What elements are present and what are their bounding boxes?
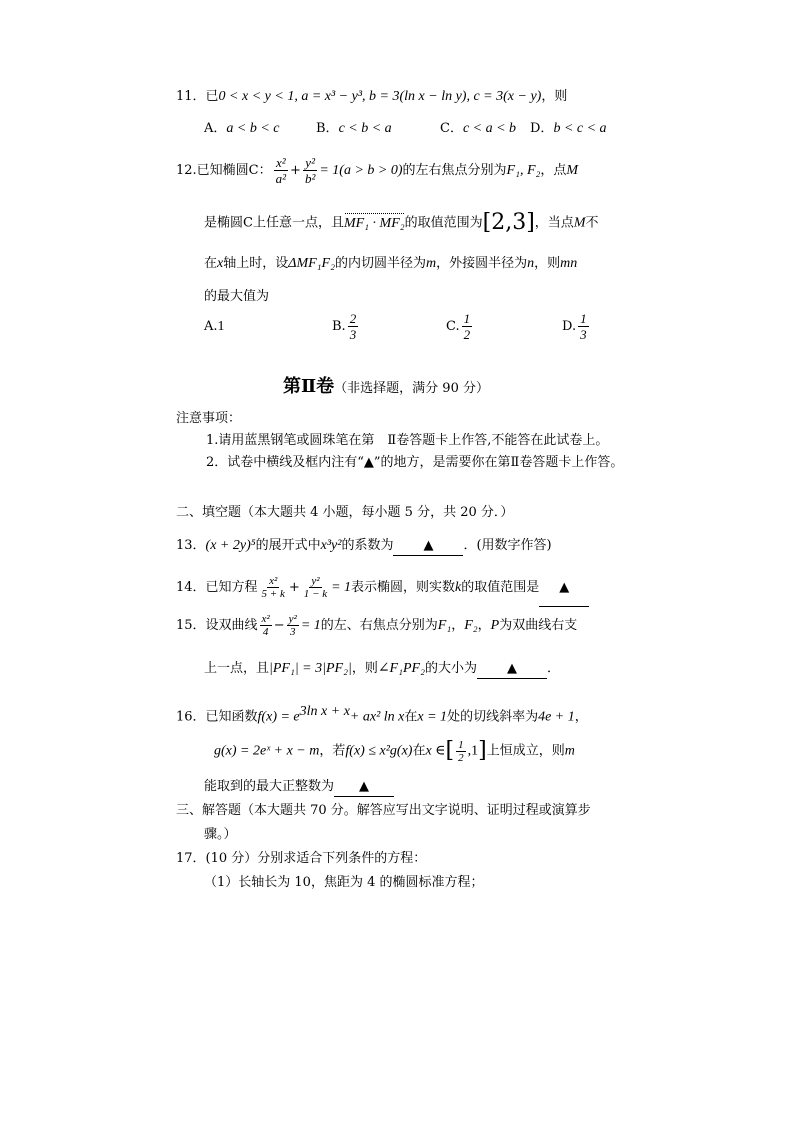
question-11: 11．已0 < x < y < 1, a = x³ − y³, b = 3(ln x − ln y), c = 3(x − y)，则	[176, 89, 568, 104]
notice-item-1: 1.请用蓝黑钢笔或圆珠笔在第 Ⅱ卷答题卡上作答,不能答在此试卷上。	[206, 433, 609, 448]
question-13: 13．(x + 2y)⁵的展开式中x³y²的系数为 ▲ ．(用数字作答)	[176, 537, 552, 556]
q12-option-a: A.1	[204, 319, 225, 334]
ellipse-y-term: $\frac{\text{y²}}{\text{b²}}$	[304, 155, 316, 186]
q11-option-b: B．c < b < a	[316, 121, 392, 136]
q16-line-3: 能取到的最大正整数为 ▲	[204, 778, 394, 797]
q15-line-2: 上一点，且|PF₁| = 3|PF₂|，则∠F₁PF₂的大小为 ▲ ．	[204, 660, 560, 679]
q11-option-c: C．c < a < b	[440, 121, 517, 136]
question-17: 17．(10 分）分别求适合下列条件的方程：	[176, 851, 427, 866]
answer-blank-16: ▲	[334, 778, 394, 797]
q12-option-b: B. $\frac{2}{3}$	[332, 311, 357, 342]
section-3-heading: 三、解答题（本大题共 70 分。解答应写出文字说明、证明过程或演算步	[176, 803, 591, 818]
section-3-heading-cont: 骤。）	[204, 827, 237, 842]
q12-line-4: 的最大值为	[204, 289, 270, 304]
part-2-title: 第Ⅱ卷（非选择题，满分 90 分）	[283, 376, 489, 397]
q11-option-d: D．b < c < a	[530, 121, 607, 136]
question-15: 15．设双曲线 $\frac{\text{x²}}{4}$ − $\frac{\text{y²}}{3}$ = 1的左、右焦点分别为F₁，F₂，P为双曲线右支	[176, 613, 578, 638]
answer-blank-15: ▲	[477, 660, 547, 679]
notice-item-2: 2．试卷中横线及框内注有“▲”的地方，是需要你在第Ⅱ卷答题卡上作答。	[206, 455, 624, 470]
q12-line-2: 是椭圆C上任意一点，且MF₁ · MF₂的取值范围为[2,3]，当点M不	[204, 210, 599, 235]
section-2-heading: 二、填空题（本大题共 4 小题，每小题 5 分，共 20 分．）	[176, 505, 514, 520]
range: [2,3]	[482, 210, 535, 235]
dot-product: MF₁ · MF₂	[343, 215, 405, 231]
q11-option-a: A．a < b < c	[204, 121, 280, 136]
q11-condition: 0 < x < y < 1, a = x³ − y³, b = 3(ln x − ln y), c = 3(x − y)	[218, 89, 542, 104]
q12-option-c: C. $\frac{1}{2}$	[446, 311, 471, 342]
answer-blank-14: ▲	[539, 570, 589, 607]
answer-blank-13: ▲	[393, 537, 463, 556]
q12-line-3: 在x轴上时，设ΔMF₁F₂的内切圆半径为m，外接圆半径为n，则mn	[204, 256, 578, 271]
question-16: 16．已知函数$f(x) = e^{3ln x + x}+ ax^2$ ln x在x = 1处的切线斜率为4e + 1，	[176, 704, 588, 725]
q17-part-1: （1）长轴长为 10，焦距为 4 的椭圆标准方程；	[204, 875, 484, 890]
question-14: 14．已知方程 $\frac{\text{x²}}{5 + k}$ + $\frac{\text{y²}}{1 - k}$ = 1表示椭圆，则实数k的取值范围是 ▲	[176, 570, 589, 607]
notice-heading: 注意事项：	[176, 411, 242, 426]
question-12: 12.已知椭圆C： $\frac{\text{x²}}{\text{a²}}$ + $\frac{\text{y²}}{\text{b²}}$ = 1(a > b > 0)的左右焦点分别为F₁, F₂，点M	[176, 155, 579, 186]
ellipse-x-term: $\frac{\text{x²}}{\text{a²}}$	[275, 155, 287, 186]
q12-option-d: D. $\frac{1}{3}$	[562, 311, 587, 342]
q16-line-2: g(x) = 2eˣ + x − m，若f(x) ≤ x²g(x)在x ∈[ $\frac{1}{2}$ ,1]上恒成立，则m	[214, 738, 575, 764]
